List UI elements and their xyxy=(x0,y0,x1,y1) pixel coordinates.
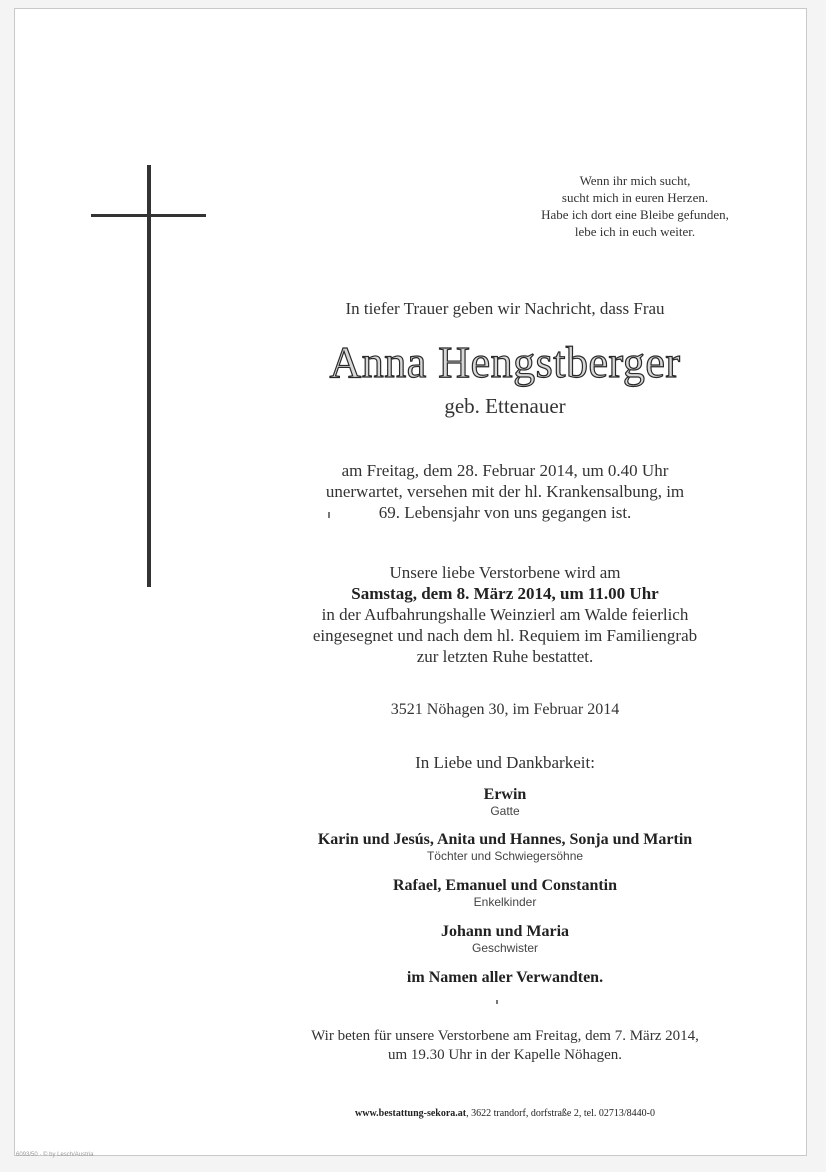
family-group xyxy=(200,923,810,956)
scan-speck xyxy=(496,1000,498,1004)
family-group xyxy=(200,831,810,864)
poem-line: Habe ich dort eine Bleibe gefunden, xyxy=(541,207,729,222)
funeral-line: Unsere liebe Verstorbene wird am xyxy=(389,563,621,582)
rosary-line: um 19.30 Uhr in der Kapelle Nöhagen. xyxy=(387,1047,623,1063)
family-names: Erwin xyxy=(483,786,527,803)
place-date: 3521 Nöhagen 30, im Februar 2014 xyxy=(390,701,620,718)
footer-address: , 3622 trandorf, dorfstraße 2, tel. 02713/8440-0 xyxy=(466,1108,655,1119)
death-notice-line: am Freitag, dem 28. Februar 2014, um 0.40 Uhr xyxy=(341,461,669,480)
funeral-line: eingesegnet und nach dem hl. Requiem im Familiengrab xyxy=(312,626,698,645)
funeral-line: zur letzten Ruhe bestattet. xyxy=(416,647,594,666)
scan-speck xyxy=(328,512,330,518)
family-names: Johann und Maria xyxy=(440,923,570,940)
family-relation: Geschwister xyxy=(471,941,539,955)
family-group xyxy=(200,877,810,910)
maiden-name: geb. Ettenauer xyxy=(444,394,566,418)
family-relation: Gatte xyxy=(490,804,520,818)
closing-line: im Namen aller Verwandten. xyxy=(406,969,604,986)
cross-icon-vertical-bar xyxy=(147,165,151,587)
poem xyxy=(480,172,790,240)
rosary-notice xyxy=(200,1027,810,1065)
family-relation: Enkelkinder xyxy=(473,895,537,909)
thanks-heading: In Liebe und Dankbarkeit: xyxy=(415,753,595,772)
funeral-notice xyxy=(200,562,810,667)
poem-line: Wenn ihr mich sucht, xyxy=(579,173,691,188)
funeral-date: Samstag, dem 8. März 2014, um 11.00 Uhr xyxy=(351,584,659,603)
family-group xyxy=(200,786,810,819)
death-notice-line: unerwartet, versehen mit der hl. Krankensalbung, im xyxy=(325,482,685,501)
family-names: Karin und Jesús, Anita und Hannes, Sonja und Martin xyxy=(317,831,693,848)
poem-line: sucht mich in euren Herzen. xyxy=(561,190,709,205)
footer-url: www.bestattung-sekora.at xyxy=(355,1108,467,1119)
family-names: Rafael, Emanuel und Constantin xyxy=(392,877,618,894)
family-relation: Töchter und Schwiegersöhne xyxy=(426,849,584,863)
print-mark: 6093/50 · © by Lesch/Austria xyxy=(16,1152,94,1158)
death-notice-line: 69. Lebensjahr von uns gegangen ist. xyxy=(378,503,632,522)
cross-icon-horizontal-bar xyxy=(91,214,206,217)
footer-contact xyxy=(200,1108,810,1119)
rosary-line: Wir beten für unsere Verstorbene am Freitag, dem 7. März 2014, xyxy=(311,1028,699,1044)
poem-line: lebe ich in euch weiter. xyxy=(574,224,696,239)
funeral-line: in der Aufbahrungshalle Weinzierl am Walde feierlich xyxy=(321,605,689,624)
death-notice xyxy=(200,460,810,523)
intro-text: In tiefer Trauer geben wir Nachricht, dass Frau xyxy=(345,299,665,318)
deceased-name: Anna Hengstberger xyxy=(329,338,681,387)
